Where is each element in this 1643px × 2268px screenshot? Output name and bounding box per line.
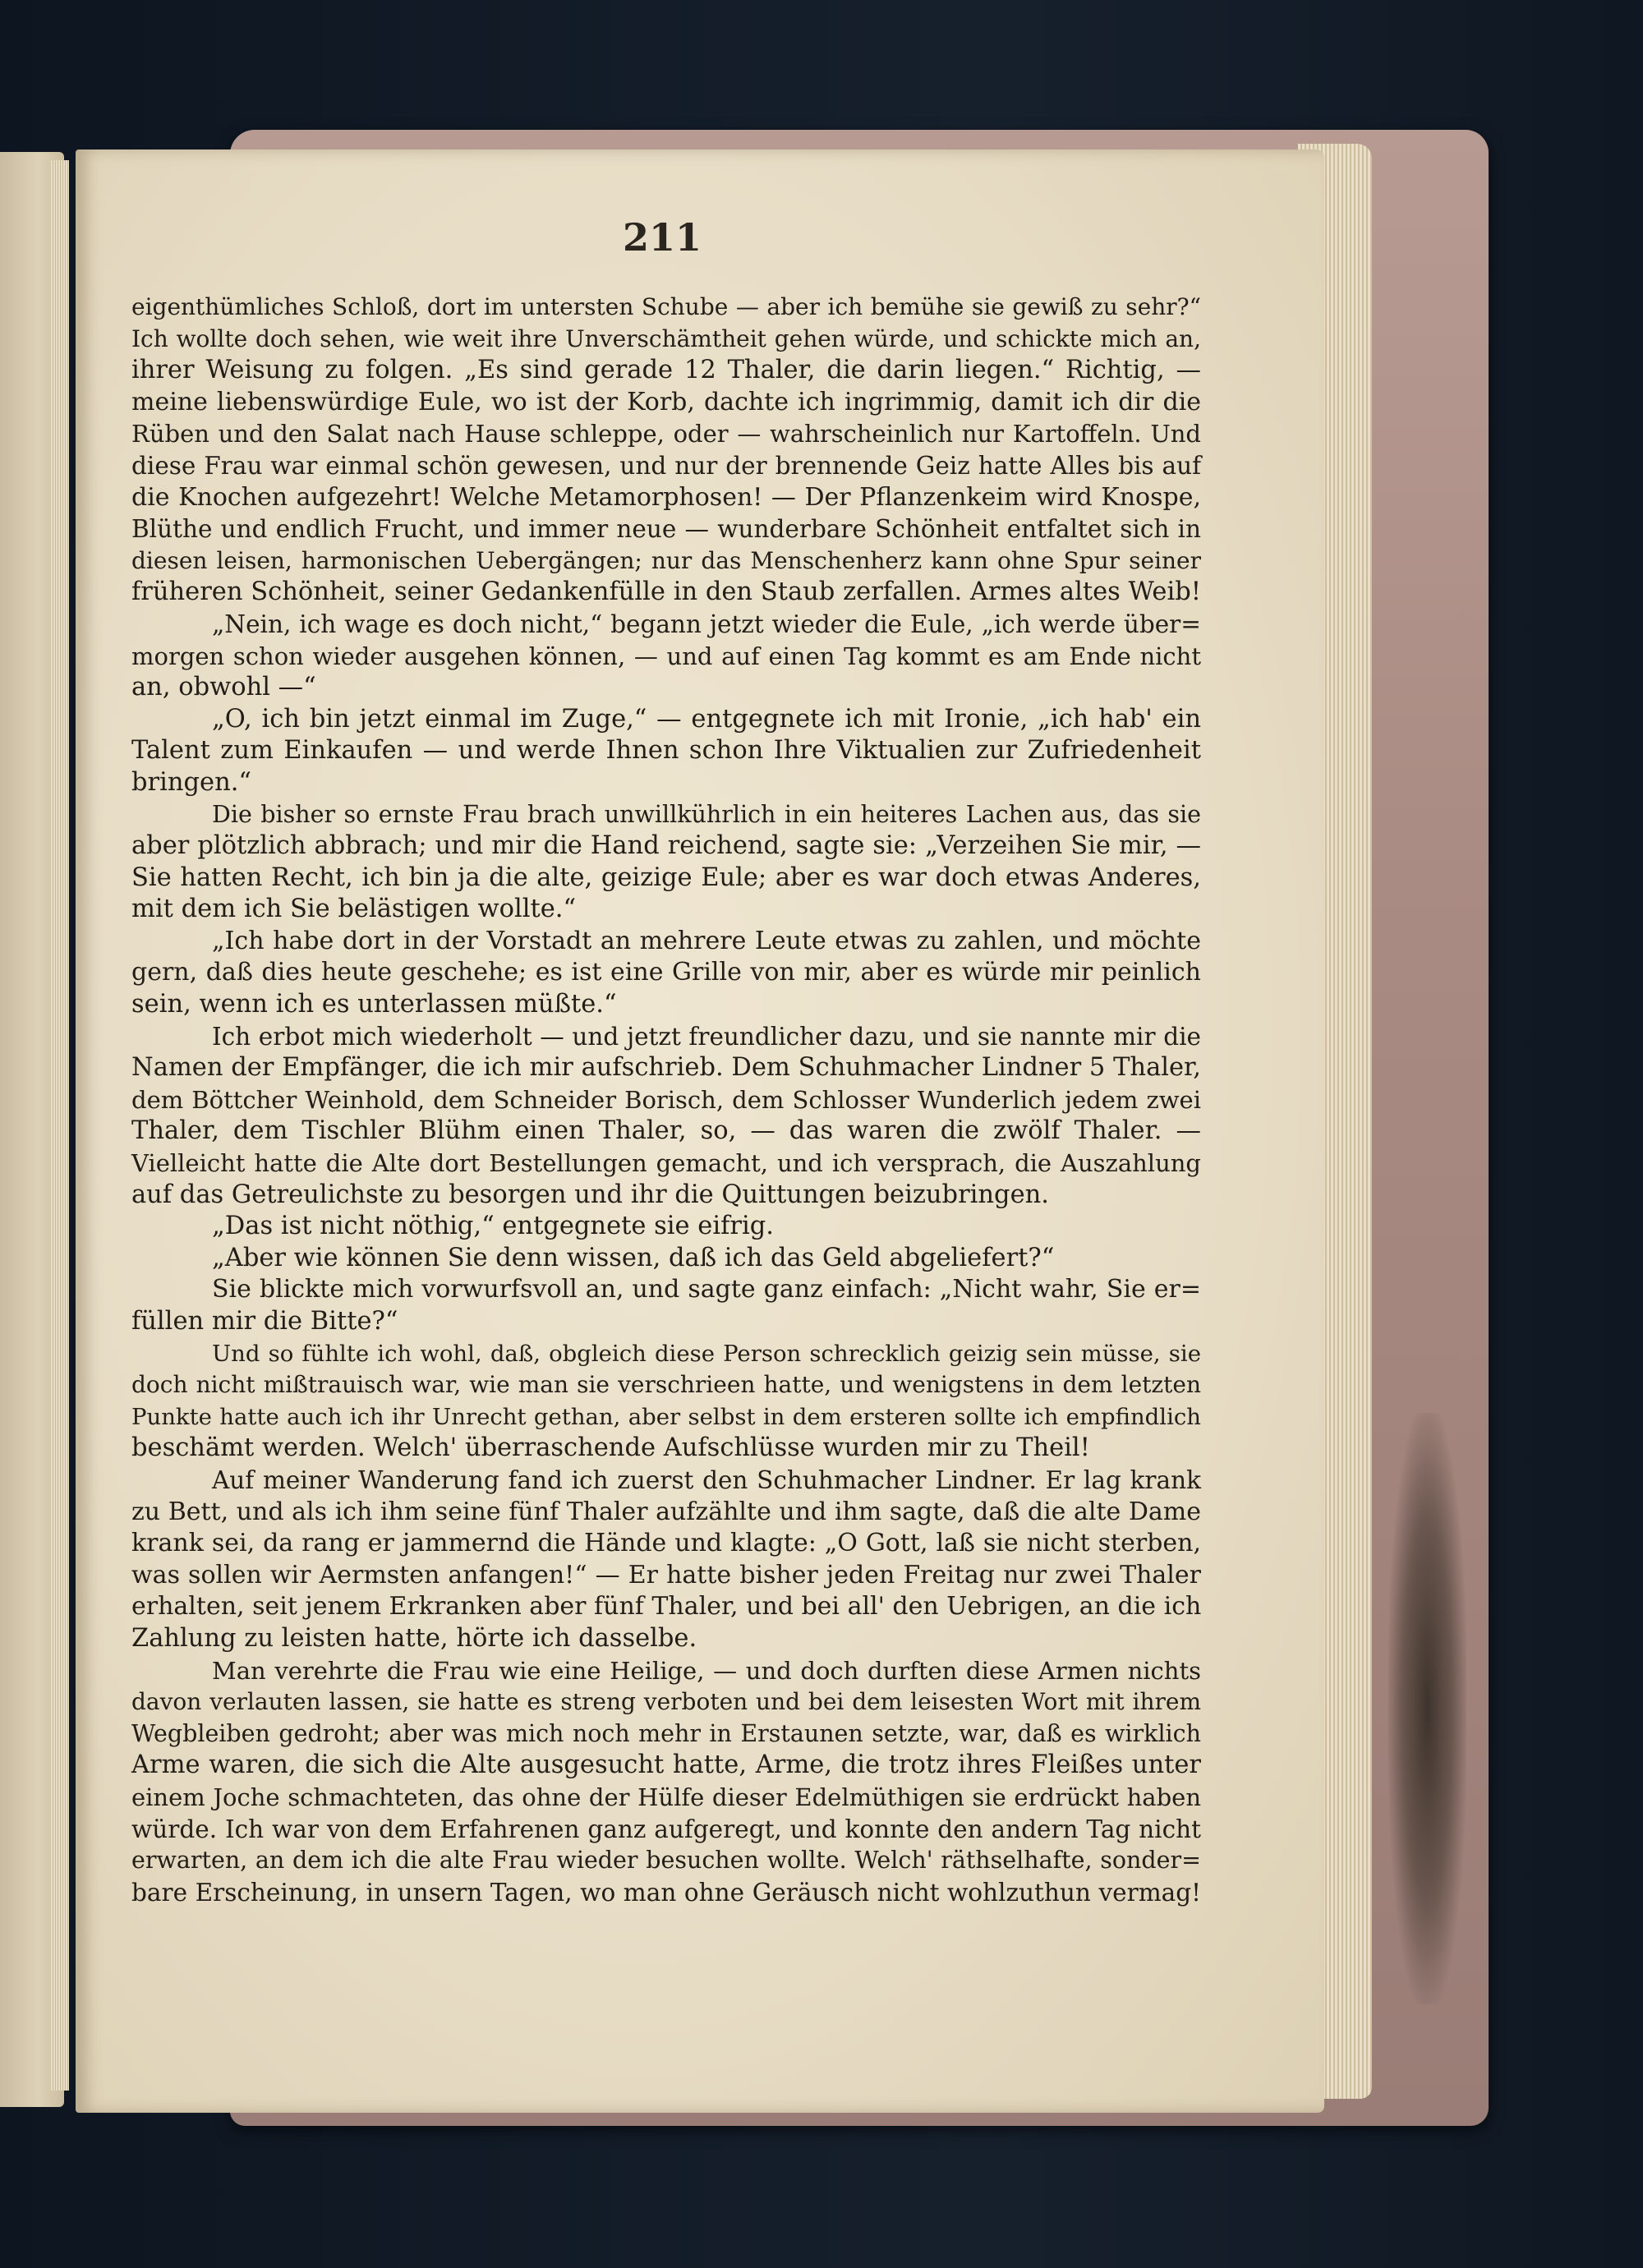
- text-line: einem Joche schmachteten, das ohne der Hülfe dieser Edelmüthigen sie erdrückt haben: [131, 1783, 1201, 1811]
- text-line: Thaler, dem Tischler Blühm einen Thaler, so, — das waren die zwölf Thaler. —: [131, 1116, 1201, 1146]
- text-line: morgen schon wieder ausgehen können, — und auf einen Tag kommt es am Ende nicht: [131, 642, 1201, 670]
- text-line: davon verlauten lassen, sie hatte es streng verboten und bei dem leisesten Wort mit ihrem: [131, 1688, 1201, 1716]
- text-line: mit dem ich Sie belästigen wollte.“: [131, 895, 577, 924]
- text-line: Rüben und den Salat nach Hause schleppe, oder — wahrscheinlich nur Kartoffeln. Und: [131, 420, 1201, 449]
- text-line: Sie blickte mich vorwurfsvoll an, und sagte ganz einfach: „Nicht wahr, Sie er=: [212, 1275, 1201, 1304]
- text-line: Auf meiner Wanderung fand ich zuerst den Schuhmacher Lindner. Er lag krank: [212, 1465, 1201, 1494]
- text-line: früheren Schönheit, seiner Gedankenfülle in den Staub zerfallen. Armes altes Weib!: [131, 577, 1201, 607]
- page-number: 211: [622, 215, 702, 260]
- text-line: „Nein, ich wage es doch nicht,“ begann jetzt wieder die Eule, „ich werde über=: [212, 610, 1201, 638]
- text-line: beschämt werden. Welch' überraschende Aufschlüsse wurden mir zu Theil!: [131, 1433, 1090, 1463]
- text-line: krank sei, da rang er jammernd die Hände und klagte: „O Gott, laß sie nicht sterben,: [131, 1529, 1201, 1558]
- text-line: erhalten, seit jenem Erkranken aber fünf Thaler, und bei all' den Uebrigen, an die ich: [131, 1592, 1202, 1622]
- text-line: Man verehrte die Frau wie eine Heilige, — und doch durften diese Armen nichts: [212, 1656, 1201, 1685]
- text-line: Sie hatten Recht, ich bin ja die alte, geizige Eule; aber es war doch etwas Anderes,: [131, 863, 1201, 892]
- text-line: Blüthe und endlich Frucht, und immer neue — wunderbare Schönheit entfaltet sich in: [131, 515, 1201, 544]
- text-line: Punkte hatte auch ich ihr Unrecht gethan, aber selbst in dem ersteren sollte ich empfindlich: [131, 1403, 1201, 1430]
- text-line: was sollen wir Aermsten anfangen!“ — Er hatte bisher jeden Freitag nur zwei Thaler: [131, 1560, 1201, 1589]
- text-line: diese Frau war einmal schön gewesen, und nur der brennende Geiz hatte Alles bis auf: [131, 451, 1201, 480]
- text-line: aber plötzlich abbrach; und mir die Hand reichend, sagte sie: „Verzeihen Sie mir, —: [131, 831, 1201, 861]
- text-line: auf das Getreulichste zu besorgen und ihr die Quittungen beizubringen.: [131, 1180, 1049, 1209]
- text-line: Wegbleiben gedroht; aber was mich noch mehr in Erstaunen setzte, war, daß es wirklich: [131, 1719, 1201, 1747]
- text-line: doch nicht mißtrauisch war, wie man sie verschrieen hatte, und wenigstens in dem letzten: [131, 1371, 1201, 1399]
- body-text: [131, 292, 1201, 1908]
- text-line: „Das ist nicht nöthig,“ entgegnete sie eifrig.: [212, 1212, 774, 1241]
- text-line: ihrer Weisung zu folgen. „Es sind gerade 12 Thaler, die darin liegen.“ Richtig, —: [131, 356, 1201, 385]
- text-line: Ich erbot mich wiederholt — und jetzt freundlicher dazu, und sie nannte mir die: [212, 1022, 1201, 1051]
- left-page-stack: [51, 160, 69, 2091]
- text-line: bringen.“: [131, 767, 252, 797]
- text-line: an, obwohl —“: [131, 673, 316, 702]
- text-line: erwarten, an dem ich die alte Frau wieder besuchen wollte. Welch' räthselhafte, sonder=: [131, 1847, 1201, 1875]
- text-line: „Aber wie können Sie denn wissen, daß ich das Geld abgeliefert?“: [212, 1243, 1055, 1272]
- text-line: Arme waren, die sich die Alte ausgesucht hatte, Arme, die trotz ihres Fleißes unter: [131, 1750, 1201, 1780]
- text-line: gern, daß dies heute geschehe; es ist eine Grille von mir, aber es würde mir peinlich: [131, 958, 1201, 987]
- text-line: „O, ich bin jetzt einmal im Zuge,“ — entgegnete ich mit Ironie, „ich hab' ein: [212, 704, 1201, 734]
- text-line: würde. Ich war von dem Erfahrenen ganz aufgeregt, und konnte den andern Tag nicht: [131, 1815, 1201, 1843]
- text-line: Die bisher so ernste Frau brach unwillkührlich in ein heiteres Lachen aus, das sie: [212, 800, 1201, 828]
- text-line: zu Bett, und als ich ihm seine fünf Thaler aufzählte und ihm sagte, daß die alte Dame: [131, 1497, 1201, 1526]
- text-line: diesen leisen, harmonischen Uebergängen; nur das Menschenherz kann ohne Spur seiner: [131, 546, 1201, 574]
- text-line: Vielleicht hatte die Alte dort Bestellungen gemacht, und ich versprach, die Auszahlung: [131, 1149, 1201, 1178]
- text-line: „Ich habe dort in der Vorstadt an mehrere Leute etwas zu zahlen, und möchte: [212, 926, 1201, 955]
- text-line: die Knochen aufgezehrt! Welche Metamorphosen! — Der Pflanzenkeim wird Knospe,: [131, 482, 1201, 512]
- text-line: Talent zum Einkaufen — und werde Ihnen schon Ihre Viktualien zur Zufriedenheit: [131, 736, 1201, 766]
- text-line: Namen der Empfänger, die ich mir aufschrieb. Dem Schuhmacher Lindner 5 Thaler,: [131, 1053, 1201, 1083]
- text-line: sein, wenn ich es unterlassen müßte.“: [131, 990, 617, 1019]
- text-line: Und so fühlte ich wohl, daß, obgleich diese Person schrecklich geizig sein müsse, sie: [212, 1340, 1201, 1367]
- cover-stain: [1388, 1413, 1466, 2004]
- text-line: Zahlung zu leisten hatte, hörte ich dasselbe.: [131, 1623, 697, 1653]
- text-line: eigenthümliches Schloß, dort im untersten Schube — aber ich bemühe sie gewiß zu sehr?“: [131, 293, 1201, 320]
- text-line: meine liebenswürdige Eule, wo ist der Korb, dachte ich ingrimmig, damit ich dir die: [131, 387, 1201, 416]
- text-line: dem Böttcher Weinhold, dem Schneider Borisch, dem Schlosser Wunderlich jedem zwei: [131, 1085, 1201, 1114]
- text-line: Ich wollte doch sehen, wie weit ihre Unverschämtheit gehen würde, und schickte mich an,: [131, 324, 1201, 352]
- text-line: bare Erscheinung, in unsern Tagen, wo man ohne Geräusch nicht wohlzuthun vermag!: [131, 1878, 1201, 1907]
- text-line: füllen mir die Bitte?“: [131, 1307, 398, 1336]
